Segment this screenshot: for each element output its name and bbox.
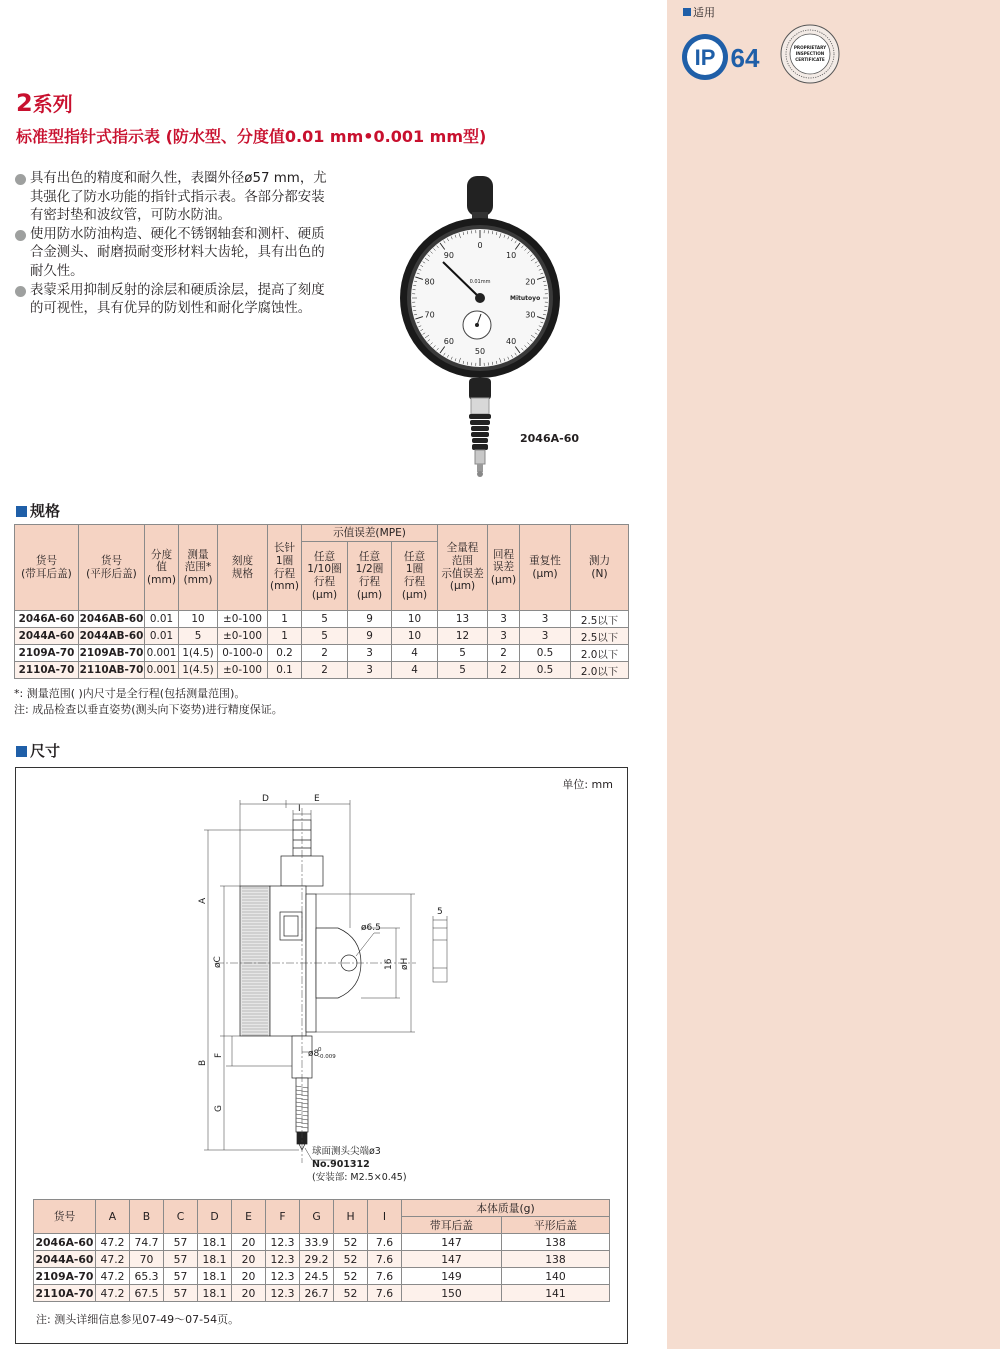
- value-cell: 74.7: [130, 1234, 164, 1251]
- value-cell: 3: [488, 611, 520, 628]
- value-cell: ±0-100: [218, 628, 268, 645]
- value-cell: 20: [232, 1251, 266, 1268]
- dial-number: 70: [424, 310, 435, 320]
- value-cell: 1: [268, 611, 302, 628]
- dcol-b: B: [130, 1200, 164, 1234]
- value-cell: 0.01: [145, 628, 179, 645]
- value-cell: 147: [402, 1251, 502, 1268]
- value-cell: 2: [302, 662, 348, 679]
- dimension-row: [34, 1285, 610, 1302]
- dial-number: 40: [506, 336, 517, 346]
- square-bullet-icon: [16, 746, 27, 757]
- col-repeat: 重复性 (μm): [520, 525, 571, 611]
- col-full-range: 全量程 范围 示值误差 (μm): [438, 525, 488, 611]
- value-cell: 9: [348, 628, 392, 645]
- specs-heading: 规格: [16, 500, 60, 521]
- value-cell: 67.5: [130, 1285, 164, 1302]
- dim-label-i: I: [298, 804, 301, 814]
- value-cell: 5: [302, 611, 348, 628]
- feature-list: [14, 170, 329, 319]
- value-cell: 52: [334, 1285, 368, 1302]
- dcol-mass: 本体质量(g): [402, 1200, 610, 1217]
- feature-item: 使用防水防油构造、硬化不锈钢轴套和测杆、硬质合金测头、耐磨损耐变形材料大齿轮，具有出色的耐久性。: [14, 226, 329, 282]
- dim-label-d65: ø6.5: [361, 923, 381, 933]
- value-cell: 10: [179, 611, 218, 628]
- ip64-icon: [681, 33, 765, 81]
- value-cell: 2.0以下: [571, 662, 629, 679]
- spec-notes: [14, 686, 283, 718]
- col-hysteresis: 回程 误差 (μm): [488, 525, 520, 611]
- value-cell: 12.3: [266, 1251, 300, 1268]
- spec-table: [14, 524, 629, 679]
- value-cell: ±0-100: [218, 662, 268, 679]
- value-cell: 18.1: [198, 1251, 232, 1268]
- dial-number: 90: [443, 251, 454, 261]
- model-code-cell: 2044AB-60: [79, 628, 145, 645]
- value-cell: 3: [348, 645, 392, 662]
- col-mpe-12: 任意 1/2圈 行程 (μm): [348, 542, 392, 611]
- sidebar-panel: [667, 0, 1000, 1349]
- value-cell: 9: [348, 611, 392, 628]
- value-cell: 20: [232, 1234, 266, 1251]
- col-long-hand: 长针 1圈 行程 (mm): [268, 525, 302, 611]
- dimensions-heading: 尺寸: [16, 740, 60, 761]
- dimension-drawing: [16, 768, 627, 1198]
- value-cell: 5: [438, 645, 488, 662]
- col-grad: 分度 值 (mm): [145, 525, 179, 611]
- dial-number: 60: [443, 336, 454, 346]
- value-cell: ±0-100: [218, 611, 268, 628]
- value-cell: 1(4.5): [179, 645, 218, 662]
- dcol-i: I: [368, 1200, 402, 1234]
- dim-label-c: øC: [213, 956, 223, 968]
- value-cell: 29.2: [300, 1251, 334, 1268]
- value-cell: 4: [392, 662, 438, 679]
- model-code-cell: 2110A-70: [34, 1285, 96, 1302]
- col-mpe-110: 任意 1/10圈 行程 (μm): [302, 542, 348, 611]
- value-cell: 47.2: [96, 1268, 130, 1285]
- dial-number: 20: [525, 277, 536, 287]
- dim-label-h: øH: [400, 957, 410, 970]
- product-caption: 2046A-60: [520, 432, 580, 445]
- value-cell: 0.001: [145, 645, 179, 662]
- model-code-cell: 2109A-70: [15, 645, 79, 662]
- model-code-cell: 2044A-60: [15, 628, 79, 645]
- value-cell: 7.6: [368, 1251, 402, 1268]
- value-cell: 18.1: [198, 1285, 232, 1302]
- dcol-e: E: [232, 1200, 266, 1234]
- value-cell: 20: [232, 1285, 266, 1302]
- inspection-seal-icon: [780, 24, 840, 84]
- dial-number: 10: [506, 251, 517, 261]
- value-cell: 2.5以下: [571, 611, 629, 628]
- svg-text:PROPRIETARY: PROPRIETARY: [793, 45, 827, 50]
- spec-row: [15, 611, 629, 628]
- value-cell: 4: [392, 645, 438, 662]
- value-cell: 18.1: [198, 1268, 232, 1285]
- dcol-g: G: [300, 1200, 334, 1234]
- value-cell: 2: [488, 662, 520, 679]
- value-cell: 57: [164, 1285, 198, 1302]
- model-code-cell: 2109A-70: [34, 1268, 96, 1285]
- value-cell: 33.9: [300, 1234, 334, 1251]
- col-mpe-1: 任意 1圈 行程 (μm): [392, 542, 438, 611]
- value-cell: 65.3: [130, 1268, 164, 1285]
- dcol-f: F: [266, 1200, 300, 1234]
- value-cell: 2: [488, 645, 520, 662]
- value-cell: 141: [502, 1285, 610, 1302]
- value-cell: 57: [164, 1251, 198, 1268]
- spec-table-body: [15, 611, 629, 679]
- dcol-d: D: [198, 1200, 232, 1234]
- dcol-mass-flat: 平形后盖: [502, 1217, 610, 1234]
- value-cell: 10: [392, 628, 438, 645]
- dim-label-d: D: [262, 794, 269, 804]
- value-cell: 3: [348, 662, 392, 679]
- tip-mount: (安装部: M2.5×0.45): [312, 1172, 407, 1183]
- square-bullet-icon: [16, 506, 27, 517]
- dial-number: 80: [424, 277, 435, 287]
- value-cell: 12.3: [266, 1268, 300, 1285]
- square-bullet-icon: [683, 8, 691, 16]
- model-code-cell: 2046A-60: [15, 611, 79, 628]
- tip-callout: 球面测头尖端ø3: [312, 1146, 381, 1157]
- dcol-h: H: [334, 1200, 368, 1234]
- value-cell: 1(4.5): [179, 662, 218, 679]
- dimension-table: [33, 1199, 610, 1302]
- svg-text:64: 64: [730, 43, 760, 73]
- model-code-cell: 2109AB-70: [79, 645, 145, 662]
- value-cell: 2.5以下: [571, 628, 629, 645]
- value-cell: 47.2: [96, 1251, 130, 1268]
- value-cell: 2.0以下: [571, 645, 629, 662]
- value-cell: 140: [502, 1268, 610, 1285]
- dimensions-box: [15, 767, 628, 1344]
- dial-number: 50: [474, 347, 486, 356]
- page-title: 标准型指针式指示表 (防水型、分度值0.01 mm•0.001 mm型): [16, 127, 487, 146]
- model-code-cell: 2046AB-60: [79, 611, 145, 628]
- value-cell: 12.3: [266, 1285, 300, 1302]
- spec-row: [15, 645, 629, 662]
- value-cell: 10: [392, 611, 438, 628]
- model-code-cell: 2110AB-70: [79, 662, 145, 679]
- dim-label-stem: ø8: [308, 1049, 320, 1059]
- value-cell: 57: [164, 1234, 198, 1251]
- value-cell: 52: [334, 1251, 368, 1268]
- value-cell: 24.5: [300, 1268, 334, 1285]
- dimension-row: [34, 1268, 610, 1285]
- dim-label-f: F: [214, 1052, 224, 1058]
- unit-label: 单位: mm: [562, 778, 613, 791]
- value-cell: 7.6: [368, 1268, 402, 1285]
- svg-text:IP: IP: [694, 45, 716, 70]
- value-cell: 3: [488, 628, 520, 645]
- col-code-flat: 货号 (平形后盖): [79, 525, 145, 611]
- spec-note: 注: 成品检查以垂直姿势(测头向下姿势)进行精度保证。: [14, 703, 283, 716]
- value-cell: 26.7: [300, 1285, 334, 1302]
- value-cell: 5: [302, 628, 348, 645]
- col-range: 测量 范围* (mm): [179, 525, 218, 611]
- dim-tol-lower: -0.009: [318, 1054, 336, 1060]
- value-cell: 13: [438, 611, 488, 628]
- value-cell: 1: [268, 628, 302, 645]
- svg-text:CERTIFICATE: CERTIFICATE: [795, 57, 825, 62]
- col-force: 测力 (N): [571, 525, 629, 611]
- value-cell: 5: [438, 662, 488, 679]
- brand-logo: Mitutoyo: [510, 295, 541, 302]
- value-cell: 7.6: [368, 1234, 402, 1251]
- model-code-cell: 2044A-60: [34, 1251, 96, 1268]
- model-code-cell: 2046A-60: [34, 1234, 96, 1251]
- value-cell: 150: [402, 1285, 502, 1302]
- col-mpe-group: 示值误差(MPE): [302, 525, 438, 542]
- value-cell: 149: [402, 1268, 502, 1285]
- applicable-label: 适用: [683, 4, 715, 20]
- value-cell: 3: [520, 628, 571, 645]
- dim-label-16: 16: [384, 958, 394, 970]
- value-cell: 57: [164, 1268, 198, 1285]
- dimension-table-body: [34, 1234, 610, 1302]
- value-cell: 0.01: [145, 611, 179, 628]
- value-cell: 0-100-0: [218, 645, 268, 662]
- dimension-row: [34, 1234, 610, 1251]
- dcol-code: 货号: [34, 1200, 96, 1234]
- col-code-lug: 货号 (带耳后盖): [15, 525, 79, 611]
- value-cell: 0.5: [520, 645, 571, 662]
- value-cell: 47.2: [96, 1285, 130, 1302]
- value-cell: 138: [502, 1234, 610, 1251]
- value-cell: 70: [130, 1251, 164, 1268]
- value-cell: 2: [302, 645, 348, 662]
- value-cell: 0.2: [268, 645, 302, 662]
- model-code-cell: 2110A-70: [15, 662, 79, 679]
- value-cell: 0.5: [520, 662, 571, 679]
- value-cell: 0.1: [268, 662, 302, 679]
- value-cell: 138: [502, 1251, 610, 1268]
- tip-part-no: No.901312: [312, 1159, 370, 1170]
- spec-note: *: 测量范围( )内尺寸是全行程(包括测量范围)。: [14, 687, 246, 700]
- feature-item: 具有出色的精度和耐久性，表圈外径ø57 mm，尤其强化了防水功能的指针式指示表。各部分都安装有密封垫和波纹管，可防水防油。: [14, 170, 329, 226]
- dim-label-e: E: [314, 794, 320, 804]
- value-cell: 52: [334, 1234, 368, 1251]
- value-cell: 5: [179, 628, 218, 645]
- grad-text: 0.01mm: [469, 279, 491, 285]
- dim-tol-upper: 0: [318, 1047, 322, 1053]
- col-dial: 刻度 规格: [218, 525, 268, 611]
- series-title: 2系列: [16, 89, 73, 117]
- value-cell: 3: [520, 611, 571, 628]
- value-cell: 52: [334, 1268, 368, 1285]
- value-cell: 47.2: [96, 1234, 130, 1251]
- dim-label-g: G: [214, 1105, 224, 1112]
- dim-label-5: 5: [437, 907, 443, 917]
- dimension-note: 注: 测头详细信息参见07-49～07-54页。: [36, 1313, 240, 1326]
- value-cell: 20: [232, 1268, 266, 1285]
- spec-row: [15, 662, 629, 679]
- dcol-mass-lug: 带耳后盖: [402, 1217, 502, 1234]
- dimension-row: [34, 1251, 610, 1268]
- value-cell: 12: [438, 628, 488, 645]
- value-cell: 18.1: [198, 1234, 232, 1251]
- dcol-c: C: [164, 1200, 198, 1234]
- dial-number: 0: [477, 241, 483, 250]
- value-cell: 0.001: [145, 662, 179, 679]
- dim-label-b: B: [198, 1059, 208, 1066]
- value-cell: 7.6: [368, 1285, 402, 1302]
- svg-text:INSPECTION: INSPECTION: [795, 51, 825, 56]
- dial-number: 30: [525, 310, 536, 320]
- feature-item: 表蒙采用抑制反射的涂层和硬质涂层，提高了刻度的可视性，具有优异的防划性和耐化学腐蚀性。: [14, 282, 329, 319]
- value-cell: 147: [402, 1234, 502, 1251]
- value-cell: 12.3: [266, 1234, 300, 1251]
- spec-row: [15, 628, 629, 645]
- dcol-a: A: [96, 1200, 130, 1234]
- dim-label-a: A: [198, 897, 208, 904]
